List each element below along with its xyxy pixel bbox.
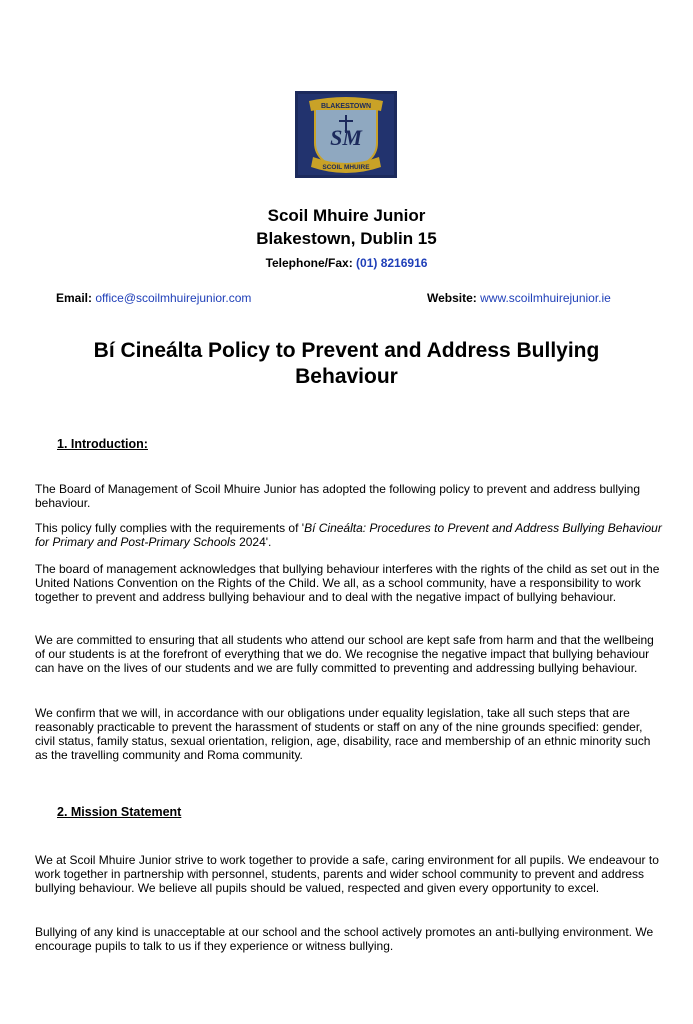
document-title-line-2: Behaviour (295, 365, 398, 388)
mission-paragraph-2: Bullying of any kind is unacceptable at our school and the school actively promotes an anti-bullying environment. We encourage pupils to talk to us if they experience or witness bullying. (35, 925, 654, 953)
school-address: Blakestown, Dublin 15 (256, 229, 437, 248)
website-link[interactable]: www.scoilmhuirejunior.ie (480, 291, 611, 305)
crest-bottom-text: SCOIL MHUIRE (322, 164, 370, 171)
intro-paragraph-5: We confirm that we will, in accordance with our obligations under equality legislation, take all such steps that are reasonably practicable to prevent the harassment of students or staff on any of the nine grounds specified: gender, civil status, family status, sexual orientation, religion, age, disability, race and membership of an ethnic minority such as the travelling community and Roma community. (35, 706, 651, 762)
school-name: Scoil Mhuire Junior (267, 206, 426, 225)
phone-label: Telephone/Fax: (265, 256, 353, 270)
phone-line (0, 255, 693, 271)
email-line (56, 290, 251, 306)
intro-paragraph-4: We are committed to ensuring that all students who attend our school are kept safe from harm and that the wellbeing of our students is at the forefront of everything that we do. We recognise the negative impact that bullying behaviour can have on the lives of our students and we are fully committed to preventing and addressing bullying behaviour. (35, 633, 654, 675)
email-label: Email: (56, 291, 93, 305)
crest-top-text: BLAKESTOWN (320, 103, 372, 110)
intro-paragraph-1: The Board of Management of Scoil Mhuire Junior has adopted the following policy to prevent and address bullying behaviour. (35, 482, 641, 510)
email-link[interactable]: office@scoilmhuirejunior.com (95, 291, 252, 305)
document-title-line-1: Bí Cineálta Policy to Prevent and Address Bullying (93, 339, 600, 362)
policy-document-title: Bí Cineálta: Procedures to Prevent and Address Bullying Behaviour for Primary and Post-Primary Schools (35, 521, 662, 549)
section-heading-mission-statement: 2. Mission Statement (57, 805, 182, 819)
section-heading-introduction: 1. Introduction: (57, 437, 148, 451)
website-line (427, 290, 611, 306)
intro-paragraph-2: This policy fully complies with the requirements of 'Bí Cineálta: Procedures to Prevent and Address Bullying Behaviour for Primary and Post-Primary Schools 2024'. (35, 521, 662, 549)
intro-paragraph-3: The board of management acknowledges that bullying behaviour interferes with the rights of the child as set out in the United Nations Convention on the Rights of the Child. We all, as a school community, have a responsibility to work together to prevent and address bullying behaviour and to deal with the negative impact of bullying behaviour. (35, 562, 660, 604)
phone-number[interactable]: (01) 8216916 (356, 256, 428, 270)
mission-paragraph-1: We at Scoil Mhuire Junior strive to work together to provide a safe, caring environment for all pupils. We endeavour to work together in partnership with personnel, students, parents and wider school community to prevent and address bullying behaviour. We believe all pupils should be valued, respected and given every opportunity to excel. (35, 853, 659, 895)
crest-monogram: SM (330, 125, 362, 150)
document-title (0, 338, 693, 390)
website-label: Website: (427, 291, 477, 305)
school-crest-logo (295, 91, 397, 178)
